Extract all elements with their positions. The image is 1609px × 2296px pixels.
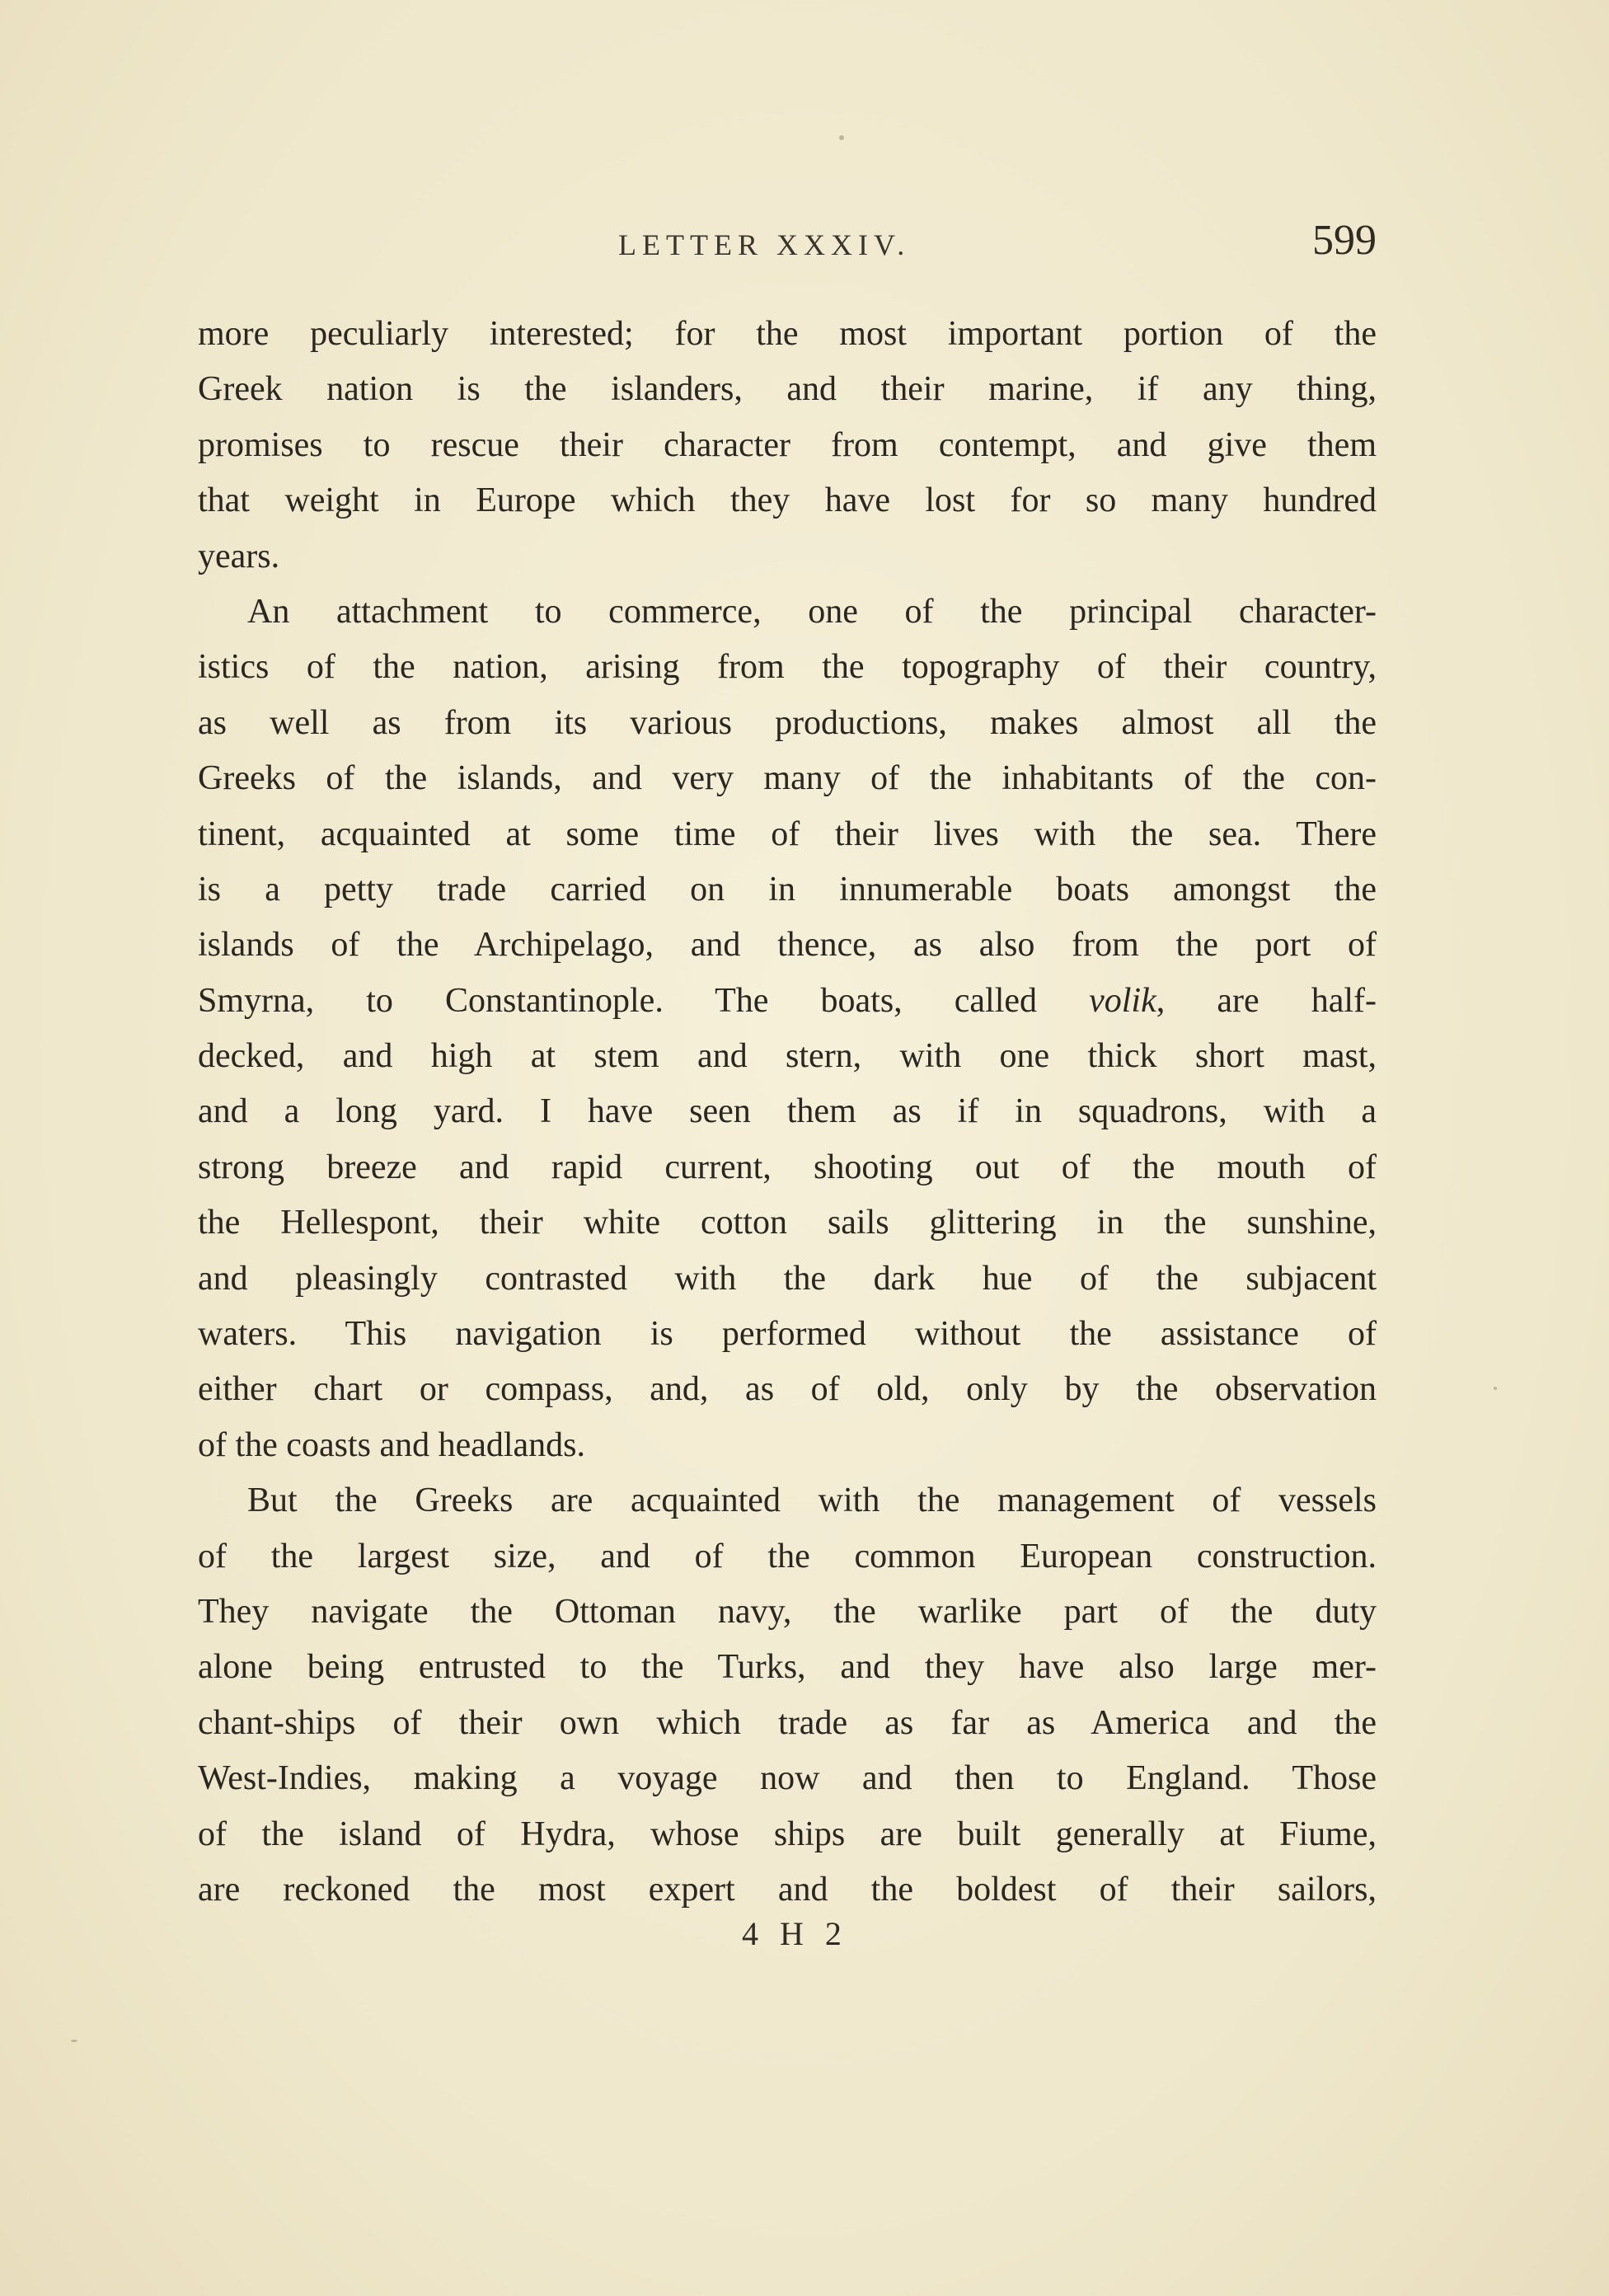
text-line: West-Indies, making a voyage now and then to England. Those [198, 1759, 1377, 1798]
text-line: strong breeze and rapid current, shooting out of the mouth of [198, 1148, 1377, 1186]
italic-term: volik [1089, 981, 1156, 1020]
text-line: tinent, acquainted at some time of their lives with the sea. There [198, 815, 1377, 853]
text-line: as well as from its various productions, makes almost all the [198, 703, 1377, 742]
text-line: alone being entrusted to the Turks, and they have also large mer- [198, 1648, 1377, 1687]
text-line: promises to rescue their character from contempt, and give them [198, 425, 1377, 464]
paper-speck [1494, 1387, 1497, 1390]
text-line: chant-ships of their own which trade as far as America and the [198, 1703, 1377, 1742]
text-line: and a long yard. I have seen them as if in squadrons, with a [198, 1092, 1377, 1131]
text-line: are reckoned the most expert and the boldest of their sailors, [198, 1870, 1377, 1909]
text-line: Greek nation is the islanders, and their marine, if any thing, [198, 370, 1377, 409]
text-line: years. [198, 537, 280, 575]
text-line: is a petty trade carried on in innumerable boats amongst the [198, 870, 1377, 909]
text-line: An attachment to commerce, one of the principal character- [247, 592, 1377, 631]
paper-speck [71, 2040, 77, 2042]
text-line: decked, and high at stem and stern, with one thick short mast, [198, 1037, 1377, 1076]
text-line: Greeks of the islands, and very many of the inhabitants of the con- [198, 759, 1377, 798]
text-line: waters. This navigation is performed without the assistance of [198, 1315, 1377, 1354]
text-line: that weight in Europe which they have lost for so many hundred [198, 481, 1377, 520]
running-head-title: LETTER XXXIV. [618, 228, 911, 261]
text-line: and pleasingly contrasted with the dark hue of the subjacent [198, 1259, 1377, 1298]
text-line: more peculiarly interested; for the most important portion of the [198, 315, 1377, 353]
body-text [198, 307, 1377, 1918]
text-line: istics of the nation, arising from the topography of their country, [198, 648, 1377, 687]
text-line: of the island of Hydra, whose ships are built generally at Fiume, [198, 1815, 1377, 1853]
text-line: They navigate the Ottoman navy, the warlike part of the duty [198, 1592, 1377, 1631]
text-line: of the largest size, and of the common European construction. [198, 1537, 1377, 1575]
text-line-with-italic [198, 974, 1377, 1029]
paper-speck [839, 135, 844, 140]
running-head [198, 217, 1377, 279]
text-line: of the coasts and headlands. [198, 1425, 586, 1464]
signature-mark: 4 H 2 [742, 1915, 848, 1952]
text-line: either chart or compass, and, as of old, only by the observation [198, 1370, 1377, 1409]
text-segment: , are half- [1156, 981, 1377, 1020]
text-segment: Smyrna, to Constantinople. The boats, called [198, 981, 1090, 1020]
text-line: islands of the Archipelago, and thence, as also from the port of [198, 926, 1377, 965]
text-line: the Hellespont, their white cotton sails glittering in the sunshine, [198, 1204, 1377, 1242]
page-number: 599 [1312, 217, 1377, 264]
text-line: But the Greeks are acquainted with the management of vessels [247, 1481, 1377, 1520]
